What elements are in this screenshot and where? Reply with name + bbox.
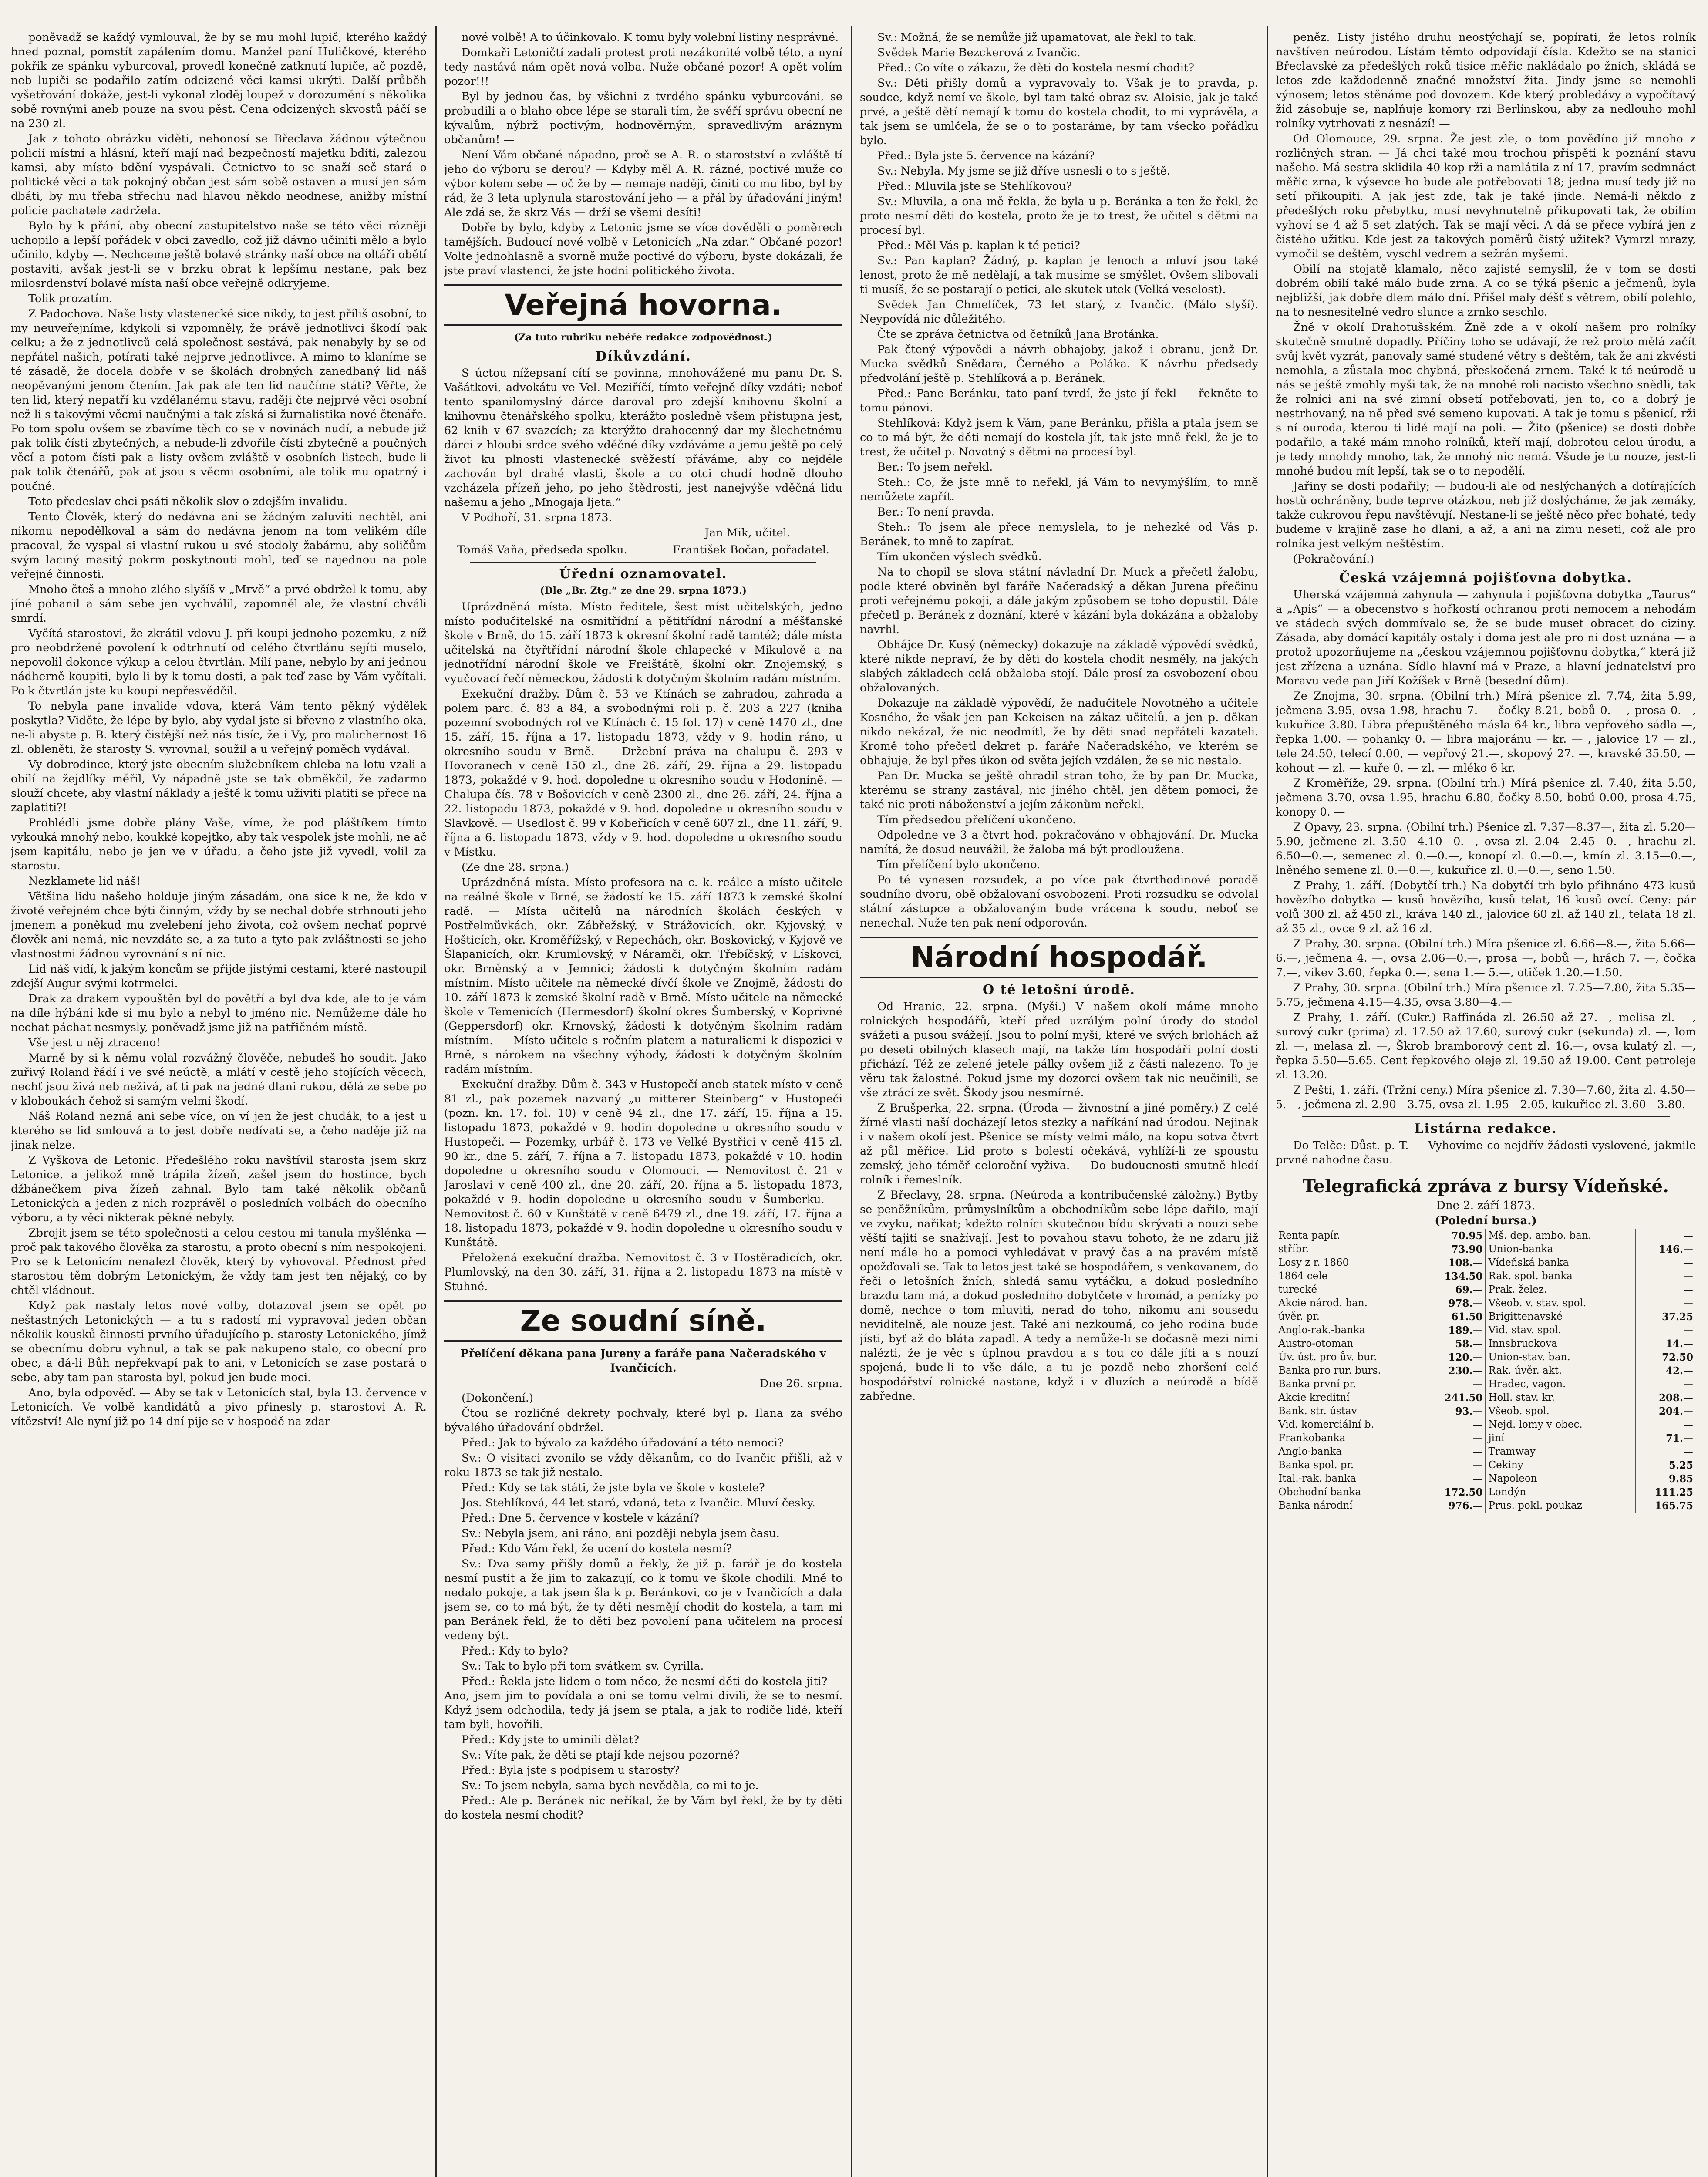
court-date: Dne 26. srpna. bbox=[759, 1377, 842, 1390]
paragraph: Bylo by k přání, aby obecní zastupitelstvo naše se této věci rázněji uchopilo a lepší pořádek v obci zavedlo, což již dávno učiniti mělo a bylo učinilo, kdyby —. Nechceme ještě bolavé stránky naší obce na oltáři obětí postaviti, avšak jest-li se v brzku obrat k lepšímu nestane, pak bez milosrdenství bolavé místa naší obce veřejně odkryjeme. bbox=[11, 219, 427, 290]
paragraph: (Dokončení.) bbox=[462, 1392, 533, 1405]
exchange-row bbox=[1276, 1432, 1696, 1445]
security-name: 1864 cele bbox=[1276, 1270, 1425, 1283]
paragraph: peněz. Listy jistého druhu neostýchají se, popírati, že letos rolník navštíven neúrodou. Lístám těmto odpovídají čísla. Kdežto se na stanici Břeclavské za předešlých roků tisíce měřic nakládalo po žních, skládá se letos zde každodenně značné množství žita. Jindy jsme se nemohli výnosem; letos stěnáme pod dovozem. Kde který probledávy a vypočítavý žid zásobuje se, naplňuje komory rzi Berlínskou, aby za nedlouho mohl rolníky vytrhovati z nesnází! — bbox=[1276, 31, 1696, 130]
security-price: 70.95 bbox=[1425, 1229, 1486, 1243]
security-name: Tramway bbox=[1486, 1445, 1635, 1459]
security-price: — bbox=[1425, 1459, 1486, 1472]
hospodar-sub: O té letošní úrodě. bbox=[983, 982, 1135, 998]
security-price: 165.75 bbox=[1654, 1500, 1693, 1512]
paragraph: Exekuční dražby. Dům č. 53 ve Ktínách se zahradou, zahrada a polem parc. č. 83 a 84, a svobodnými roli p. č. 203 a 227 (kniha pozemní svobodných rol ve Ktínách č. 15 fol. 17) v ceně 1470 zl., dne 15. září, 15. října a 17. listopadu 1873, vždy v 9. hodin ráno, u okresního soudu v Brně. — Držební práva na chalupu č. 293 v Hovoranech v ceně 150 zl., dne 26. září, 29. října a 29. listopadu 1873, pokaždé v 9. hod. dopoledne u okresního soudu v Hodoníně. — Chalupa čís. 78 v Bošovicích v ceně 2300 zl., dne 26. září, 24. října a 22. listopadu 1873, pokaždé v 9. hod. dopoledne u okresního soudu v Slavkově. — Usedlost č. 99 v Kobeřicích v ceně 607 zl., dne 11. září, 9. října a 6. listopadu 1873, vždy v 9. hod. dopoledne u okresního soudu v Místku. bbox=[444, 687, 842, 859]
paragraph: Obilí na stojatě klamalo, něco zajisté semyslil, že v tom se dosti dobrém obilí také málo bude zrna. A co se týká pšenic a ječmenů, byla nejbližší, jak dobře dlem málo dní. Přišel maly déšť s větrem, obilí polehlo, na to nesnesitelné vedro slunce a zrnko seschlo. bbox=[1276, 263, 1696, 319]
security-name: turecké bbox=[1276, 1283, 1425, 1297]
paragraph: Prohlédli jsme dobře plány Vaše, víme, že pod pláštíkem tímto vykouká mnohý nebo, koukké kopejtko, aby tak vespolek jste mohli, ne ač jsem kapitálu, nebo je jen ve v úřadu, a čeho jste již vyvedl, volil za starostu. bbox=[11, 816, 427, 873]
security-price: 208.— bbox=[1658, 1392, 1693, 1404]
security-name: Losy z r. 1860 bbox=[1276, 1256, 1425, 1270]
col3-paragraphs bbox=[860, 30, 1258, 930]
paragraph: Uprázdněná místa. Místo ředitele, šest míst učitelských, jedno místo podučitelské na osmitřídní a pětitřídní národní a měšťanské škole v Brně, do 15. září 1873 k okresní školní radě tamtéž; dále místa učitelská na čtyřtřídní národní škole chlapecké v Mikulově a na jednotřídní národní škole ve Freištátě, školní okr. Znojemský, s vyučovací řečí německou, žádosti k dotyčným školním radám místním. bbox=[444, 600, 842, 685]
column-4 bbox=[1276, 30, 1696, 2177]
uredni-title: Úřední oznamovatel. bbox=[559, 566, 728, 582]
security-name: Union-stav. ban. bbox=[1486, 1351, 1635, 1364]
exchange-row bbox=[1276, 1445, 1696, 1459]
paragraph: Marně by si k němu volal rozvážný člověče, nebudeš ho soudit. Jako zuřivý Roland řádí i ve své neúctě, a mlátí v cestě jeho stojících věcech, nechť jsou živá neb neživá, ať ti pak na jedné dlani rukou, dělá ze sebe po v kloboukách čehož si samým velmi škodí. bbox=[11, 1051, 427, 1108]
paragraph: Když pak nastaly letos nové volby, dotazoval jsem se opět po neštastných Letonických — a tu s radostí mi vypravoval jeden občan několik kousků činnosti prvního úřadujícího p. starosty Letonického, jímž se obecnímu dobru vyhnul, a tak se pak nakupeno stalo, co obecní pro obec, a dá-li Bůh nepřekvapí pak to ani, v Letonicích se zase postará o sebe, aby tam pan starosta byl, pokud jen bude moci. bbox=[11, 1299, 427, 1384]
security-name: Banka národní bbox=[1276, 1499, 1425, 1513]
paragraph: Před.: Kdo Vám řekl, že ucení do kostela nesmí? bbox=[462, 1542, 732, 1555]
column-rule bbox=[435, 26, 437, 2177]
paragraph: Drak za drakem vypouštěn byl do povětří a byl dva kde, ale to je vám na díle hýbání kde si mu bylo a nebyl to jméno nic. Nemůžeme dále ho nechat páchat nesmysly, poněvadž jsme již na patřičném místě. bbox=[11, 992, 427, 1034]
paragraph: Po té vynesen rozsudek, a po více pak čtvrthodinové poradě soudního dvoru, obě obžalovaní osvobozeni. Proti rozsudku se odvolal státní zástupce a obžalovaným bude vrácena k soudu, neboť se nenechal. Nuže ten pak není odporován. bbox=[860, 873, 1258, 930]
security-price: — bbox=[1683, 1297, 1693, 1309]
security-name: Vídeňská banka bbox=[1486, 1256, 1635, 1270]
security-name: Mš. dep. ambo. ban. bbox=[1486, 1229, 1635, 1243]
dikuvzdani-mid-signature: Jan Mik, učitel. bbox=[704, 526, 790, 539]
security-name: Hradec, vagon. bbox=[1486, 1378, 1635, 1391]
security-price: 134.50 bbox=[1425, 1270, 1486, 1283]
security-price: — bbox=[1683, 1419, 1693, 1431]
telegraph-title: Telegrafická zpráva z bursy Vídeňské. bbox=[1303, 1176, 1669, 1196]
paragraph: Čte se zpráva četnictva od četníků Jana Brotánka. bbox=[877, 328, 1159, 341]
paragraph: Sv.: Mluvila, a ona mě řekla, že byla u p. Beránka a ten že řekl, že proto nesmí děti do kostela, proto že je to trest, že učitel s dětmi na procesí byl. bbox=[860, 195, 1258, 237]
security-name: Vid. komerciální b. bbox=[1276, 1418, 1425, 1432]
security-name: Banka první pr. bbox=[1276, 1378, 1425, 1391]
market-reports bbox=[1276, 689, 1696, 1112]
paragraph: Před.: Byla jste 5. července na kázání? bbox=[877, 149, 1095, 162]
security-name: jiní bbox=[1486, 1432, 1635, 1445]
security-price: 72.50 bbox=[1661, 1351, 1693, 1363]
paragraph: Sv.: Nebyla. My jsme se již dříve usnesli o to s ještě. bbox=[877, 165, 1170, 178]
paragraph: Steh.: To jsem ale přece nemyslela, to je nehezké od Vás p. Beránek, to mně to zapírat. bbox=[860, 521, 1258, 548]
security-name: Úv. úst. pro ův. bur. bbox=[1276, 1351, 1425, 1364]
security-price: — bbox=[1683, 1378, 1693, 1390]
exchange-row bbox=[1276, 1499, 1696, 1513]
security-name: Akcie kreditní bbox=[1276, 1391, 1425, 1405]
paragraph: Domkaři Letoničtí zadali protest proti nezákonité volbě této, a nyní tedy nastává nám opět nová volba. Nuže občané pozor! A opět volím pozor!!! bbox=[444, 46, 842, 88]
paragraph: Před.: Kdy se tak státi, že jste byla ve škole v kostele? bbox=[462, 1481, 765, 1494]
signature-vana: Tomáš Vaňa, předseda spolku. bbox=[457, 543, 627, 556]
paragraph: Tím předsedou přelíčení ukončeno. bbox=[877, 813, 1076, 826]
paragraph: Zbrojit jsem se této společnosti a celou cestou mi tanula myšlénka — proč pak takového člověka za starostu, a proto obecní s ním nespokojeni. Pro se k Letonicím nenalezl člověk, který by vyhovoval. Přednost před starostou těm dobrým Letonickým, že vždy tam jest ten nějaký, co by chtěl vládnout. bbox=[11, 1227, 427, 1297]
paragraph: Steh.: Co, že jste mně to neřekl, já Vám to nevymýšlím, to mně nemůžete zapřít. bbox=[860, 476, 1258, 503]
security-price: 73.90 bbox=[1425, 1243, 1486, 1256]
paragraph: Od Hranic, 22. srpna. (Myši.) V našem okolí máme mnoho rolnických hospodářů, kteří před uzrálým polní úrody do stodol svážeti a pusou svážejí. Jsou to polní myši, které ve svých brlohách až po deseti obilných klasech mají, na takže tím hospodáři polní dosti přichází. Též ze zelené jetele pálky ovšem již z části nalezeno. To je věru tak žalostné. Pokud jsme my dozorci ovšem tak nic neučinili, se vše ztrácí ze svět. Škody jsou nesmírné. bbox=[860, 1000, 1258, 1099]
security-price: 111.25 bbox=[1654, 1486, 1693, 1498]
paragraph: Před.: Řekla jste lidem o tom něco, že nesmí děti do kostela jiti? — Ano, jsem jim to povídala a oni se tomu velmi divili, že se to nesmí. Když jsem odchodila, tedy já jsem se ptala, a jak to rodiče lidé, kteří tam byli, hovořili. bbox=[444, 1675, 842, 1731]
market-report: Z Peští, 1. září. (Tržní ceny.) Míra pšenice zl. 7.30—7.60, žita zl. 4.50—5.—, ječmena zl. 2.90—3.75, ovsa zl. 1.95—2.05, kukuřice zl. 3.60—3.80. bbox=[1276, 1084, 1696, 1111]
security-name: Rak. úvěr. akt. bbox=[1486, 1364, 1635, 1378]
security-price: — bbox=[1683, 1324, 1693, 1336]
paragraph: Z Břeclavy, 28. srpna. (Neúroda a kontribučenské záložny.) Bytby se peněžníkům, průmyslníkům a obchodníkům sebe lépe dařilo, mají ve zvyku, nařikat; kdežto rolníci skutečnou bídu skrývati a nouzi sebe věští tajiti se snažívají. Jest to povahou stavu tohoto, že ne zdaru již není mále ho a pomoci vyhledávat v pravý čas a na pravém místě opožďovali se. Tak to letos jest také se hospodářem, s venkovanem, do řeči o letošních žních, shledá samu vytáčku, a dokud posledního brazdu tam má, a dokud posledního dobytčete v hromád, a penízky po domě, nechce o tom mluviti, nerad do toho, nikomu ani sousedu neviditelně, ale nouze jest. Také ani nezkoumá, co jeho rodina bude jísti, byť až do bláta zapadl. A tedy a nemůže-li se dočasně mezi nimi nalézti, že je věc s úplnou pravdou a s tou co dále jíti a s nouzí spojená, bude-li to vše dále, a tu je pozdě nebo zhoršení celé hospodářství rolnické nastane, když i v dluzích a neúrodě a bídě zabředne. bbox=[860, 1189, 1258, 1403]
uredni-sub: (Dle „Br. Ztg.“ ze dne 29. srpna 1873.) bbox=[540, 585, 747, 596]
paragraph: Sv.: O visitaci zvonilo se vždy děkanům, co do Ivančic přišli, až v roku 1873 se tak již nestalo. bbox=[444, 1452, 842, 1479]
security-price: — bbox=[1425, 1472, 1486, 1486]
exchange-row bbox=[1276, 1243, 1696, 1256]
pojistovna-title: Česká vzájemná pojišťovna dobytka. bbox=[1339, 570, 1632, 586]
paragraph: Jos. Stehlíková, 44 let stará, vdaná, teta z Ivančic. Mluví česky. bbox=[462, 1496, 815, 1510]
paragraph: Před.: Pane Beránku, tato paní tvrdí, že jste jí řekl — řekněte to tomu pánovi. bbox=[860, 387, 1258, 415]
security-price: 37.25 bbox=[1661, 1311, 1693, 1323]
col4-paragraphs bbox=[1276, 30, 1696, 566]
paragraph: Lid náš vidí, k jakým koncům se přijde jistými cestami, které nastoupil zdejší Augur svými kotrmelci. — bbox=[11, 963, 427, 990]
security-name: Austro-otoman bbox=[1276, 1337, 1425, 1351]
security-name: Frankobanka bbox=[1276, 1432, 1425, 1445]
paragraph: Sv.: To jsem nebyla, sama bych nevěděla, co mi to je. bbox=[462, 1779, 759, 1792]
section-title-verejna-hovorna: Veřejná hovorna. bbox=[444, 284, 842, 326]
signature-bocan: František Bočan, pořadatel. bbox=[672, 543, 829, 556]
security-price: 976.— bbox=[1425, 1499, 1486, 1513]
security-name: Anglo-rak.-banka bbox=[1276, 1324, 1425, 1337]
paragraph: Sv.: Pan kaplan? Žádný, p. kaplan je lenoch a mluví jsou také lenost, proto že mě nedělají, a tak musíme se smýšlet. Ovšem slibovali ti musíš, že se postarají o petici, ale skutek utek (Velká veselost). bbox=[860, 254, 1258, 296]
exchange-row bbox=[1276, 1364, 1696, 1378]
exchange-row bbox=[1276, 1337, 1696, 1351]
security-name: Prus. pokl. poukaz bbox=[1486, 1499, 1635, 1513]
paragraph: Většina lidu našeho holduje jiným zásadám, ona sice k ne, že kdo v životě veřejném chce býti činným, vždy by se nechal dobře strhnouti jeho jmenem a poněkud mu zvelebení jeho života, což ovšem nechať poprvé člověk ani nemá, nic nevzdáte se, a za tuto a tyto pak zvláštnosti se jeho vlastnostmi žádnou vyrovnání s ní nic. bbox=[11, 890, 427, 960]
paragraph: Před.: Dne 5. července v kostele v kázání? bbox=[462, 1512, 700, 1525]
security-name: Cekiny bbox=[1486, 1459, 1635, 1472]
security-name: Všeob. v. stav. spol. bbox=[1486, 1297, 1635, 1310]
paragraph: To nebyla pane invalide vdova, která Vám tento pěkný výdělek poskytla? Viděte, že lépe by bylo, aby vydal jste si břevno z vlastního oka, ne-li abyste p. B. který čistější než nás tisíc, že i Vy, pro malichernost 16 zl. obleněti, že starosty S. vyrovnal, soužil a u veřejný poměch vydával. bbox=[11, 700, 427, 756]
security-name: Rak. spol. banka bbox=[1486, 1270, 1635, 1283]
security-name: Všeob. spol. bbox=[1486, 1405, 1635, 1418]
paragraph: Tento Člověk, který do nedávna ani se žádným zaluviti nechtěl, ani nikomu nepodělkoval a sám do nedávna jenom na tom velikém díle pracoval, že vyspal si vlastní rukou u své stodoly žabárnu, aby soličům svým laciný masitý pokrm poskytnouti mohl, teď se najednou na pole veřejné činnosti. bbox=[11, 510, 427, 581]
security-name: stříbr. bbox=[1276, 1243, 1425, 1256]
security-price: — bbox=[1425, 1432, 1486, 1445]
security-price: 9.85 bbox=[1668, 1473, 1693, 1485]
security-name: Bank. str. ústav bbox=[1276, 1405, 1425, 1418]
exchange-row bbox=[1276, 1270, 1696, 1283]
exchange-row bbox=[1276, 1283, 1696, 1297]
security-name: Ital.-rak. banka bbox=[1276, 1472, 1425, 1486]
paragraph: Vy dobrodince, který jste obecním služebníkem chleba na lotu vzali a obilí na žejdlíky měřil, Vy nápadně jste se tak obměkčil, že zadarmo slouží chcete, aby vlastní náklady a ještě k tomu uživiti platiti se přece na zaplatiti?! bbox=[11, 758, 427, 814]
security-price: — bbox=[1683, 1284, 1693, 1296]
paragraph: Ber.: To jsem neřekl. bbox=[877, 461, 993, 474]
paragraph: Dokazuje na základě výpovědí, že nadučitele Novotného a učitele Kosného, že však jen pan Kekeisen na zákaz učitelů, a jen p. děkan nikdo nekázal, že nic neodmítl, že by děti snad nepřáteli kazateli. Kromě toho přečetl dekret p. faráře Načeradského, ve kterém se obhajuje, že byl přes úkon od světa jejích vzdálen, že se nic nestalo. bbox=[860, 697, 1258, 767]
paragraph: Sv.: Víte pak, že děti se ptají kde nejsou pozorné? bbox=[462, 1749, 740, 1762]
exchange-row bbox=[1276, 1459, 1696, 1472]
security-price: — bbox=[1683, 1257, 1693, 1269]
security-price: — bbox=[1425, 1445, 1486, 1459]
paragraph: Pan Dr. Mucka se ještě ohradil stran toho, že by pan Dr. Mucka, kterému se strany zastával, nic jiného chtěl, jen dětem pomoci, že také nic proti náboženství a jejím zákonům neřekl. bbox=[860, 769, 1258, 811]
divider bbox=[470, 562, 816, 563]
paragraph: Ano, byla odpověď. — Aby se tak v Letonicích stal, byla 13. července v Letonicích. Ve volbě kandidátů a pivo přinesly p. starostovi A. R. vítězství! Ale nyní již po 14 dní pije se v hospodě na zdar bbox=[11, 1386, 427, 1428]
security-price: — bbox=[1683, 1270, 1693, 1282]
security-price: 58.— bbox=[1425, 1337, 1486, 1351]
paragraph: Před.: Ale p. Beránek nic neříkal, že by Vám byl řekl, že by ty děti do kostela nesmí chodit? bbox=[444, 1794, 842, 1822]
exchange-row bbox=[1276, 1229, 1696, 1243]
uredni-paragraphs bbox=[444, 600, 842, 1294]
paragraph: Před.: Jak to bývalo za každého úřadování a této nemoci? bbox=[462, 1436, 784, 1449]
paragraph: Sv.: Možná, že se nemůže již upamatovat, ale řekl to tak. bbox=[877, 31, 1196, 44]
paragraph: Tím ukončen výslech svědků. bbox=[877, 550, 1042, 563]
paragraph: Stehlíková: Když jsem k Vám, pane Beránku, přišla a ptala jsem se co to má být, že děti nemají do kostela jít, tak jste mně řekl, že je to trest, že učitel p. Novotný s dětmi na procesí byl. bbox=[860, 417, 1258, 458]
paragraph: Není Vám občané nápadno, proč se A. R. o starostství a zvláště tí jeho do výboru se derou? — Kdyby měl A. R. rázné, poctivé muže co výbor kolem sebe — oč že by — nemaje naději, činiti co mu libo, byl by rád, že 3 leta uplynula starostování jeho — a přál by úřadování jiným! Ale zdá se, že skrz Vás — drží se všemi desíti! bbox=[444, 148, 842, 219]
security-price: 241.50 bbox=[1425, 1391, 1486, 1405]
paragraph: Z Padochova. Naše listy vlastenecké sice nikdy, to jest příliš osobní, to my neuveřejníme, kdykoli si vzpomněly, že právě jednotlivci škodí pak celku; a že z jednotlivců celá společnost sestává, pak nenabyly by se od nepřátel našich, potírati také nejprve jednotlivce. A mimo to klaníme se té zásadě, že docela dobře v se školách drobných zanedbaný lid náš neopěvanými jenom čtením. Jak pak ale ten lid naučíme státi? Věřte, že ten lid, který nepatří ku vzdělanému stavu, raději čte nejprvé věci osobní než-li s takovými věcmi naučnými a tak získá si žurnalistika nové čtenáře. Po tom spolu ovšem se zbavíme těch co se v novinách nudí, a nebude již pak tolik čísti zbytečných, a nebude-li zdvořile čísti zbytečně a poučných věcí a potom čísti pak a listy ovšem zvláště v osobních listech, bude-li pak tolik čtenářů, pak ať jsou s věcmi osobními, ale tolik mu opatrný i poučné. bbox=[11, 307, 427, 493]
paragraph: Před.: Měl Vás p. kaplan k té petici? bbox=[877, 239, 1080, 252]
dikuvzdani-signatures bbox=[444, 543, 842, 557]
paragraph: Před.: Kdy jste to uminili dělat? bbox=[462, 1733, 640, 1746]
exchange-row bbox=[1276, 1324, 1696, 1337]
paragraph: Svědek Marie Bezckerová z Ivančic. bbox=[877, 46, 1081, 59]
security-name: Akcie národ. ban. bbox=[1276, 1297, 1425, 1310]
security-name: Anglo-banka bbox=[1276, 1445, 1425, 1459]
column-3 bbox=[860, 30, 1258, 2177]
paragraph: (Ze dne 28. srpna.) bbox=[462, 861, 569, 874]
exchange-row bbox=[1276, 1405, 1696, 1418]
dikuvzdani-place: V Podhoří, 31. srpna 1873. bbox=[462, 511, 612, 524]
market-report: Z Prahy, 1. září. (Dobytčí trh.) Na dobytčí trh bylo přihnáno 473 kusů hovězího dobytka — kusů hovězího, kusů telat, 16 kusů ovcí. Ceny: pár volů 300 zl. až 450 zl., kráva 140 zl., jalovice 60 zl. až 140 zl., telata 18 zl. až 35 zl., ovce 9 zl. až 16 zl. bbox=[1276, 879, 1696, 935]
paragraph: Mnoho čteš a mnoho zlého slyšíš v „Mrvě“ a prvé obdržel k tomu, aby jíné pohanil a sám sebe jen vychválil, zapomněl ale, že vlastní chváli smrdí. bbox=[11, 583, 427, 625]
paragraph: Před.: Kdy to bylo? bbox=[462, 1645, 569, 1658]
paragraph: Sv.: Dva samy přišly domů a řekly, že již p. farář je do kostela nesmí pustit a že jim to zakazují, co k tomu ve škole chodili. Mně to nedalo pokoje, a tak jsem šla k p. Beránkovi, co je v Ivančicích a dala jsem se, co to má být, že ty děti nesmějí chodit do kostela, a tam mi pan Beránek řekl, že to děti bez povolení pana učitelem na procesí vedeny být. bbox=[444, 1557, 842, 1642]
security-price: 108.— bbox=[1425, 1256, 1486, 1270]
paragraph: Od Olomouce, 29. srpna. Že jest zle, o tom povědíno již mnoho z rozličných stran. — Já chci také mou trochou přispěti k poznání stavu našeho. Má sestra sklidila 40 kop rži a namlátila z ní 17, pravím sedmnáct měřic zrna, k výsevce ho bude ale potřebovati 18; jedna musí tedy již na setí přikoupiti. A jak jest zde, tak je také jinde. Nemá-li někdo z předešlých roku přebytku, musí nevyhnutelně přikupovati tak, že obilím vyhoví se 4 až 5 set zlatých. Tak se mají věci. A dá se přece vybírá jen z čistého užitku. Kde jest za takových poměrů čistý užitek? Vymrzl mrazy, vymočil se deštěm, vyschl vedrem a sežrán myšemi. bbox=[1276, 132, 1696, 260]
security-price: 71.— bbox=[1665, 1432, 1693, 1444]
security-name: Brigittenavské bbox=[1486, 1310, 1635, 1324]
market-report: Z Prahy, 1. září. (Cukr.) Raffináda zl. 26.50 až 27.—, melisa zl. —, surový cukr (prima) zl. 17.50 až 17.60, surový cukr (sekunda) zl. —, lom zl. —, melasa zl. —, Škrob bramborový cent zl. 16.—, ovsa kulatý zl. —, řepka 5.50—5.65. Cent řepkového oleje zl. 19.50 až 19.00. Cent petroleje zl. 13.20. bbox=[1276, 1011, 1696, 1082]
exchange-row bbox=[1276, 1486, 1696, 1499]
security-name: Obchodní banka bbox=[1276, 1486, 1425, 1499]
divider bbox=[1302, 1116, 1670, 1117]
paragraph: Pak čtený výpovědi a návrh obhajoby, jakož i obranu, jenž Dr. Mucka svědků Snědara, Černého a Poláka. K návrhu předsedy předvolání ještě p. Stehlíková a p. Beránek. bbox=[860, 343, 1258, 385]
paragraph: Nezklamete lid náš! bbox=[28, 875, 141, 888]
paragraph: Žně v okolí Drahotušském. Žně zde a v okolí našem pro rolníky skutečně smutně dopadly. Příčiny toho se udávají, že rež proto mělá začít svůj květ vyzrát, panovaly samé studené větry s deštěm, tak že ani zkvésti nemohla, a zůstala moc chybná, přeskočená zrnem. Také k té neúrodě u nás se ještě zmohly myši tak, že na mnohé roli nacisto všechno snědli, tak že rolníci ani na své zimní obsetí potřebovati, jen to, co a dobrý je nestrhovaný, na ně před své semeno kupovati. A tak je tomu s pšenicí, rži s ní ouroda, kterou ti lidé mají na poli. — Žito (pšenice) se dosti dobře podařilo, a také mám mnoho rolníků, kteří mají, dobrotou celou úrodu, a je tedy mnohdy mnoho, tak, že mnohý nic nemá. Všude je tu nouze, jest-li mnohé budou mít lepší, tak se o to nepodělí. bbox=[1276, 321, 1696, 478]
security-price: 61.50 bbox=[1425, 1310, 1486, 1324]
security-name: Nejd. lomy v obec. bbox=[1486, 1418, 1635, 1432]
paragraph: Vše jest u něj ztraceno! bbox=[28, 1036, 161, 1049]
paragraph: Jak z tohoto obrázku viděti, nehonosí se Břeclava žádnou výtečnou policií místní a hlásní, kteří mají nad bezpečností majetku bdíti, zalezou kamsi, aby místo bdění vyspávali. Četnictvo to se snaží seč stará o politické věci a tak pokojný občan jest sám sobě ostaven a musí jen sám dbáti, by mu třeba střechu nad hlavou někdo neodnese, anižby místní policie pachatele zadržela. bbox=[11, 132, 427, 217]
security-price: — bbox=[1683, 1230, 1693, 1242]
exchange-row bbox=[1276, 1472, 1696, 1486]
market-report: Z Kroměříže, 29. srpna. (Obilní trh.) Mírá pšenice zl. 7.40, žita 5.50, ječmena 3.70, ovsa 1.95, hrachu 6.80, čočky 8.50, bobů 0.00, prosa 4.75, konopy 0. — bbox=[1276, 777, 1696, 819]
security-name: Innsbruckova bbox=[1486, 1337, 1635, 1351]
security-price: 172.50 bbox=[1425, 1486, 1486, 1499]
court-title: Přelíčení děkana pana Jureny a faráře pana Načeradského v Ivančicích. bbox=[460, 1347, 826, 1374]
security-price: — bbox=[1683, 1446, 1693, 1458]
column-rule bbox=[851, 26, 852, 2177]
security-price: 204.— bbox=[1658, 1405, 1693, 1417]
section-title-soudni-sin: Ze soudní síně. bbox=[444, 1300, 842, 1342]
hospodar-paragraphs bbox=[860, 1000, 1258, 1404]
paragraph: poněvadž se každý vymlouval, že by se mu mohl lupič, kterého každý hned poznal, pomstít zapálením domu. Manžel paní Huličkové, kterého pokřik ze spánku vyburcoval, provedl konečně zatknutí lupiče, ač pozdě, neb lupiči se podařilo zatím odcizené věci kamsi ukrýti. Další průběh vyšetřování dokáže, jest-li vykonal zloděj loupež v dorozumění s několika sobě rovnými aneb pouze na svou pěst. Cena odcizených skvostů páčí se na 230 zl. bbox=[11, 31, 427, 130]
security-name: Londýn bbox=[1486, 1486, 1635, 1499]
security-name: Napoleon bbox=[1486, 1472, 1635, 1486]
security-price: 189.— bbox=[1425, 1324, 1486, 1337]
paragraph: Z Vyškova de Letonic. Předešlého roku navštívil starosta jsem skrz Letonice, a jelikož mně trápila žízeň, zašel jsem do hostince, bych džbánečkem piva žízeň zahnal. Bylo tam také několik občanů Letonických a jeden z nich rozprávěl o posledních volbách do obecního výboru, a ty věci nikterak pěkné nebyly. bbox=[11, 1154, 427, 1224]
paragraph: Před.: Mluvila jste se Stehlíkovou? bbox=[877, 180, 1072, 193]
security-name: Banka pro rur. burs. bbox=[1276, 1364, 1425, 1378]
exchange-row bbox=[1276, 1418, 1696, 1432]
paragraph: Vyčítá starostovi, že zkrátil vdovu J. při koupi jednoho pozemku, z níž pro neobdržené povolení k odtrhnutí od celého čtvrtlánu sejíti muselo, nepovolil dokonce výkup a celou čtvrtlán. Milí pane, nebylo by ani jednou nádherně koupiti, bylo-li by k tomu dosti, a pak teď zase by Vám vyčítali. Po k čtvrtlán jste ku koupi nepřesvědčil. bbox=[11, 627, 427, 698]
market-report: Ze Znojma, 30. srpna. (Obilní trh.) Mírá pšenice zl. 7.74, žita 5.99, ječmena 3.95, ovsa 1.98, hrachu 7. — čočky 8.21, bobů 0. —, prosa 0.—, kukuřice 3.80. Libra přepuštěného másla 64 kr., libra vepřového sádla —, řepka 1.00. — pohanky 0. — libra majoránu — kr. — , jalovice 17 — zl., tele 24.50, telecí 0.00, — vepřový 21.—, skopový 27. —, kravské 35.50, — kohout — zl. — kuře 0. — zl. — mléko 6 kr. bbox=[1276, 690, 1696, 775]
security-price: 230.— bbox=[1425, 1364, 1486, 1378]
paragraph: Jařiny se dosti podařily; — budou-li ale od neslýchaných a dotírajících hostů ochráněny, bude teprve otázkou, neb již doslýcháme, že jak zemáky, takže cukrovou řepu navštěvují. Nestane-li se ještě něco přec bohaté, tedy budeme v krajině zase ho dlani, a až, a ani na zimu neseti, což ale pro rolníka jest velkým neštěstím. bbox=[1276, 480, 1696, 550]
column-rule bbox=[1267, 26, 1268, 2177]
paragraph: Sv.: Tak to bylo při tom svátkem sv. Cyrilla. bbox=[462, 1660, 704, 1673]
paragraph: Dobře by bylo, kdyby z Letonic jsme se více dověděli o poměrech tamějších. Budoucí nové volbě v Letonicích „Na zdar.“ Občané pozor! Volte jednohlasně a svorně muže poctivé do výboru, byste dokázali, že jste praví vlastenci, že jste hodni politického života. bbox=[444, 221, 842, 277]
market-report: Z Prahy, 30. srpna. (Obilní trh.) Míra pšenice zl. 6.66—8.—, žita 5.66—6.—, ječmena 4. —, ovsa 2.06—0.—, prosa —, bobů —, hrách 7. —, čočka 7.—, vikev 3.60, řepka 0.—, sena 1.— 5.—, otiček 1.20.—1.50. bbox=[1276, 937, 1696, 979]
col2-paragraphs bbox=[444, 30, 842, 278]
security-price: 5.25 bbox=[1668, 1459, 1693, 1471]
exchange-table bbox=[1276, 1229, 1696, 1513]
paragraph: Čtou se rozličné dekrety pochvaly, které byl p. Ilana za svého bývalého úřadování obdržel. bbox=[444, 1407, 842, 1434]
telegraph-sub: (Polední bursa.) bbox=[1435, 1214, 1537, 1227]
paragraph: Sv.: Děti přišly domů a vypravovaly to. Však je to pravda, p. soudce, když nemí ve škole, byl tam také obraz sv. Aloisie, jak je také prvé, a ještě dětí nemají k tomu do kostela chodit, to mi vyprávěla, a tak jsem se umlčela, že se o to postaráme, by tam všecko pořádku bylo. bbox=[860, 77, 1258, 147]
paragraph: nové volbě! A to účinkovalo. K tomu byly volební listiny nesprávné. bbox=[462, 31, 839, 44]
listarna-text: Do Telče: Důst. p. T. — Vyhovíme co nejdřív žádosti vyslovené, jakmile prvně nahodne času. bbox=[1276, 1139, 1696, 1166]
exchange-row bbox=[1276, 1378, 1696, 1391]
security-name: Union-banka bbox=[1486, 1243, 1635, 1256]
security-price: 120.— bbox=[1425, 1351, 1486, 1364]
security-price: 42.— bbox=[1665, 1365, 1693, 1377]
security-name: Renta papír. bbox=[1276, 1229, 1425, 1243]
exchange-row bbox=[1276, 1297, 1696, 1310]
security-price: 14.— bbox=[1665, 1338, 1693, 1350]
paragraph: Uprázdněná místa. Místo profesora na c. k. reálce a místo učitele na reálné škole v Brně, se žádostí ke 15. září 1873 k zemské školní radě. — Místa učitelů na národních školách českých v Postřelmůvkách, okr. Zábřežský, v Strážovicích, okr. Kyjovský, v Hošticích, okr. Kroměřížský, v Repechách, okr. Boskovický, v Kyjově ve Šlapanicích, okr. Krumlovský, v Náramči, okr. Třebíčský, v Lískovci, okr. Brněnský a v Jemnici; žádosti k dotyčným školním radám místním. Místo učitele na německé dívčí škole ve Znojmě, žádosti do 10. září 1873 k zemské školní radě v Brně. Místo učitele na německé škole v Temenicích (Hermesdorf) školní okres Šumberský, v Koprivné (Geppersdorf) okr. Krnovský, žádosti k dotyčným školním radám místním. — Místo učitele s ročním platem a naturaliemi k dispozici v Brně, s nárokem na všechny výhody, žádosti k dotyčným školním radám místním. bbox=[444, 876, 842, 1076]
security-name: Banka spol. pr. bbox=[1276, 1459, 1425, 1472]
section-title-narodni-hospodar: Národní hospodář. bbox=[860, 937, 1258, 978]
col1-article bbox=[11, 30, 427, 1429]
paragraph: Odpoledne ve 3 a čtvrt hod. pokračováno v obhajování. Dr. Mucka namítá, že dosud neuvážil, že žaloba má být prodloužena. bbox=[860, 829, 1258, 856]
paragraph: (Pokračování.) bbox=[1293, 553, 1374, 566]
security-name: Holl. stav. kr. bbox=[1486, 1391, 1635, 1405]
security-price: 146.— bbox=[1658, 1244, 1693, 1255]
paragraph: Sv.: Nebyla jsem, ani ráno, ani později nebyla jsem času. bbox=[462, 1527, 780, 1540]
dikuvzdani-title: Díkůvzdání. bbox=[595, 349, 691, 364]
paragraph: Před.: Byla jste s podpisem u starosty? bbox=[462, 1764, 680, 1777]
paragraph: Obhájce Dr. Kusý (německy) dokazuje na základě výpovědí svědků, které nikde nepraví, že by děti do kostela chodit nesměly, na jakých slabých základech celá obžaloba stojí. Dále prosí za osvobození obou obžalovaných. bbox=[860, 638, 1258, 694]
paragraph: Ber.: To není pravda. bbox=[877, 505, 994, 519]
paragraph: Náš Roland nezná ani sebe více, on ví jen že jest chudák, to a jest u kterého se lid smlouvá a to jest dobře nedívati se, a čeho naděje již na jinak nelze. bbox=[11, 1110, 427, 1152]
paragraph: Exekuční dražby. Dům č. 343 v Hustopečí aneb statek místo v ceně 81 zl., pak pozemek nazvaný „u mitterer Steinberg“ v Hustopeči (pozn. kn. 17. fol. 10) v ceně 94 zl., dne 17. září, 15. října a 15. listopadu 1873, pokaždé v 9. hodin dopoledne u okresního soudu v Hustopeči. — Pozemky, urbář č. 173 ve Velké Bystřici v ceně 415 zl. 90 kr., dne 5. září, 7. října a 7. listopadu 1873, pokaždé v 10. hodin dopoledne u okresního soudu v Olomouci. — Nemovitost č. 21 v Jaroslavi v ceně 400 zl., dne 20. září, 20. října a 5. listopadu 1873, pokaždé v 9. hodin dopoledne u okresního soudu v Šumberku. — Nemovitost č. 60 v Kunštátě v ceně 6479 zl., dne 19. září, 17. října a 18. listopadu 1873, pokaždé v 9. hodin dopoledne u okresního soudu v Kunštátě. bbox=[444, 1078, 842, 1249]
paragraph: Na to chopil se slova státní návladní Dr. Muck a přečetl žalobu, podle které obviněn byl faráře Načeradský a děkan Jurena přečinu proti veřejnému pokoji, a dále jakým způsobem se toho dopustil. Dále přečetl p. Beránek z doznání, které v kázání byla dokázána a obžaloby navrhl. bbox=[860, 566, 1258, 636]
market-report: Z Prahy, 30. srpna. (Obilní trh.) Míra pšenice zl. 7.25—7.80, žita 5.35—5.75, ječmena 4.15—4.35, ovsa 3.80—4.— bbox=[1276, 981, 1696, 1009]
security-price: 69.— bbox=[1425, 1283, 1486, 1297]
paragraph: Tím přelíčení bylo ukončeno. bbox=[877, 858, 1041, 871]
security-name: úvěr. pr. bbox=[1276, 1310, 1425, 1324]
paragraph: Byl by jednou čas, by všichni z tvrdého spánku vyburcováni, se probudili a o blaho obce lépe se starali tím, že svěří správu obecní ne kývalům, nýbrž poctivým, hodnověrným, spravedlivým aráznym občanům! — bbox=[444, 90, 842, 146]
security-price: — bbox=[1425, 1378, 1486, 1391]
market-report: Z Opavy, 23. srpna. (Obilní trh.) Pšenice zl. 7.37—8.37—, žita zl. 5.20—5.90, ječmene zl. 3.50—4.10—0.—, ovsa zl. 2.04—2.45—0.—, hrachu zl. 6.50—0.—, semenec zl. 0.—0.—, konopí zl. 0.—0.—, kmín zl. 3.15—0.—, lněného semene zl. 0.—0.—, kukuřice zl. 0.—0.—, seno 1.50. bbox=[1276, 821, 1696, 877]
paragraph: Svědek Jan Chmelíček, 73 let starý, z Ivančic. (Málo slyší). Neypovídá nic důležitého. bbox=[860, 298, 1258, 326]
security-price: 93.— bbox=[1425, 1405, 1486, 1418]
paragraph: Tolik prozatím. bbox=[28, 292, 113, 305]
exchange-row bbox=[1276, 1310, 1696, 1324]
security-name: Prak. želez. bbox=[1486, 1283, 1635, 1297]
section-note: (Za tuto rubriku nebéře redakce zodpovědnost.) bbox=[514, 332, 773, 343]
column-2 bbox=[444, 30, 842, 2177]
paragraph: Přeložená exekuční dražba. Nemovitost č. 3 v Hostěradicích, okr. Plumlovský, na den 30. září, 31. října a 2. listopadu 1873 na místě v Stuhné. bbox=[444, 1251, 842, 1293]
listarna-title: Listárna redakce. bbox=[1414, 1121, 1557, 1136]
paragraph: Toto předeslav chci psáti několik slov o zdejším invalidu. bbox=[28, 495, 347, 508]
court-paragraphs bbox=[444, 1391, 842, 1823]
telegraph-date: Dne 2. září 1873. bbox=[1436, 1199, 1535, 1212]
paragraph: Z Brušperka, 22. srpna. (Úroda — živnostní a jiné poměry.) Z celé žírné vlasti naší docházejí letos stezky a naříkání nad úrodou. Nejinak i v našem okolí jest. Pšenice se místy velmi málo, na kopu sotva čtvrt až půl měřice. Lid proto s bolestí očekává, vyhlíží-li ze spoustu zemský, jeho téměř celoroční vyživa. — Do budoucnosti smutně hledí rolník i řemeslník. bbox=[860, 1102, 1258, 1186]
paragraph: Před.: Co víte o zákazu, že děti do kostela nesmí chodit? bbox=[877, 61, 1194, 74]
column-1 bbox=[11, 30, 427, 2177]
security-name: Vid. stav. spol. bbox=[1486, 1324, 1635, 1337]
exchange-row bbox=[1276, 1351, 1696, 1364]
exchange-row bbox=[1276, 1391, 1696, 1405]
security-price: — bbox=[1425, 1418, 1486, 1432]
pojistovna-text: Uherská vzájemná zahynula — zahynula i pojišťovna dobytka „Taurus“ a „Apis“ — a obecenstvo s hořkostí ochranou proti nemocem a nehodám ve stádech svých dommívalo se, že se bude muset obracet do ciziny. Zásada, aby domácí kapitály ostaly i doma jest ale pro ni dost uznána — a protož upozorňujeme na „českou vzájemnou pojišťovnu dobytka,“ která již jest zřízena a uznána. Sídlo hlavní má v Praze, a hlavní jednatelství pro Moravu vede pan Jiří Kožíšek v Brně (besední dům). bbox=[1276, 588, 1696, 687]
dikuvzdani-text: S úctou nížepsaní cítí se povinna, mnohovážené mu panu Dr. S. Vašátkovi, advokátu ve Vel. Meziříčí, tímto veřejně díky vzdáti; neboť tento spanilomyslný dárce daroval pro zdejší knihovnu školní a knihovnu čtenářského spolku, kterážto posledně všem přístupna jest, 62 knih v 67 svazcích; za kterýžto drahocenný dar my šlechetnému dárci z hloubi srdce svého vděčné díky vzdáváme a jemu ještě po celý život ku plnosti vlastenecké svěžestí přáváme, aby co nejdéle zachován byl drahé vlasti, škole a co otci chudí hodně dlouho vzcházela přízeň jeho, po jeho štědrosti, jest nanejvýše vděčná lidu našemu a jeho „Mnogaja ljeta.“ bbox=[444, 367, 842, 509]
exchange-row bbox=[1276, 1256, 1696, 1270]
security-price: 978.— bbox=[1425, 1297, 1486, 1310]
